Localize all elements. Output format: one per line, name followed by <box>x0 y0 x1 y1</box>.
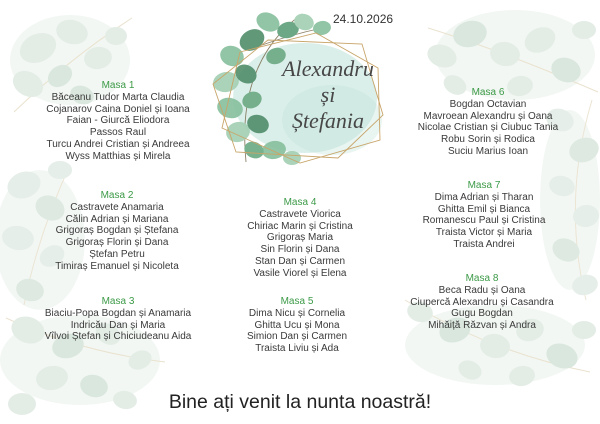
guest-name: Turcu Andrei Cristian și Andreea <box>46 138 190 150</box>
table-title: Masa 3 <box>101 296 135 307</box>
guest-name: Cojanarov Caina Doniel și Ioana <box>46 103 190 115</box>
guest-name: Simion Dan și Carmen <box>246 331 348 343</box>
table-7-block <box>389 180 579 251</box>
guest-name: Ghitta Ucu și Mona <box>254 319 340 331</box>
table-2-block <box>22 190 212 273</box>
wedding-date: 24.10.2026 <box>333 12 394 26</box>
table-3-block <box>23 296 213 343</box>
table-5-block <box>202 296 392 355</box>
guest-name: Traista Andrei <box>453 238 515 250</box>
guest-name: Sin Florin și Dana <box>260 244 340 256</box>
table-6-block <box>393 87 583 158</box>
couple-conjunction: și <box>320 82 336 107</box>
couple-name-first: Alexandru <box>282 56 374 81</box>
guest-name: Stan Dan și Carmen <box>254 255 346 267</box>
guest-name: Castravete Anamaria <box>70 201 164 213</box>
welcome-message: Bine ați venit la nunta noastră! <box>168 391 432 413</box>
guest-name: Castravete Viorica <box>259 208 341 220</box>
table-title: Masa 2 <box>100 190 134 201</box>
guest-name: Ștefan Petru <box>89 248 145 260</box>
table-title: Masa 7 <box>467 180 501 191</box>
guest-name: Dima Nicu și Cornelia <box>248 307 346 319</box>
table-8-block <box>387 273 577 332</box>
guest-name: Vasile Viorel și Elena <box>253 267 347 279</box>
guest-name: Indricău Dan și Maria <box>70 319 166 331</box>
table-title: Masa 6 <box>471 87 505 98</box>
guest-name: Traista Victor și Maria <box>435 227 533 239</box>
guest-name: Robu Sorin și Rodica <box>441 134 535 146</box>
guest-name: Faian - Giurcă Eliodora <box>66 115 170 127</box>
guest-name: Suciu Marius Ioan <box>447 145 529 157</box>
guest-name: Nicolae Cristian și Ciubuc Tania <box>417 122 559 134</box>
guest-name: Călin Adrian și Mariana <box>65 213 169 225</box>
guest-name: Timiraș Emanuel și Nicoleta <box>55 260 179 272</box>
guest-name: Vîlvoi Ștefan și Chiciudeanu Aida <box>44 331 192 343</box>
guest-name: Grigoraș Florin și Dana <box>65 237 169 249</box>
guest-name: Ghitta Emil și Bianca <box>437 203 531 215</box>
guest-name: Wyss Matthias și Mirela <box>65 150 171 162</box>
table-title: Masa 5 <box>280 296 314 307</box>
guest-name: Dima Adrian și Tharan <box>434 191 534 203</box>
guest-name: Bogdan Octavian <box>449 98 527 110</box>
table-title: Masa 4 <box>283 197 317 208</box>
guest-name: Grigoraș Maria <box>266 232 334 244</box>
guest-name: Beca Radu și Oana <box>438 284 526 296</box>
guest-name: Ciupercă Alexandru și Casandra <box>410 296 554 308</box>
guest-name: Gugu Bogdan <box>451 308 513 320</box>
table-title: Masa 8 <box>465 273 499 284</box>
guest-name: Mavroean Alexandru și Oana <box>423 110 553 122</box>
table-1-block <box>23 80 213 163</box>
guest-name: Chiriac Marin și Cristina <box>247 220 353 232</box>
couple-name-second: Ștefania <box>291 108 365 133</box>
guest-name: Grigoraș Bogdan și Ștefana <box>55 225 179 237</box>
guest-name: Biaciu-Popa Bogdan și Anamaria <box>44 307 192 319</box>
guest-name: Băceanu Tudor Marta Claudia <box>51 91 185 103</box>
guest-name: Romanescu Paul și Cristina <box>422 215 546 227</box>
table-title: Masa 1 <box>101 80 135 91</box>
guest-name: Mihăiță Răzvan și Andra <box>428 320 536 332</box>
table-4-block <box>205 197 395 280</box>
guest-name: Traista Liviu și Ada <box>255 343 339 355</box>
guest-name: Passos Raul <box>89 127 147 139</box>
couple-names <box>268 56 388 134</box>
